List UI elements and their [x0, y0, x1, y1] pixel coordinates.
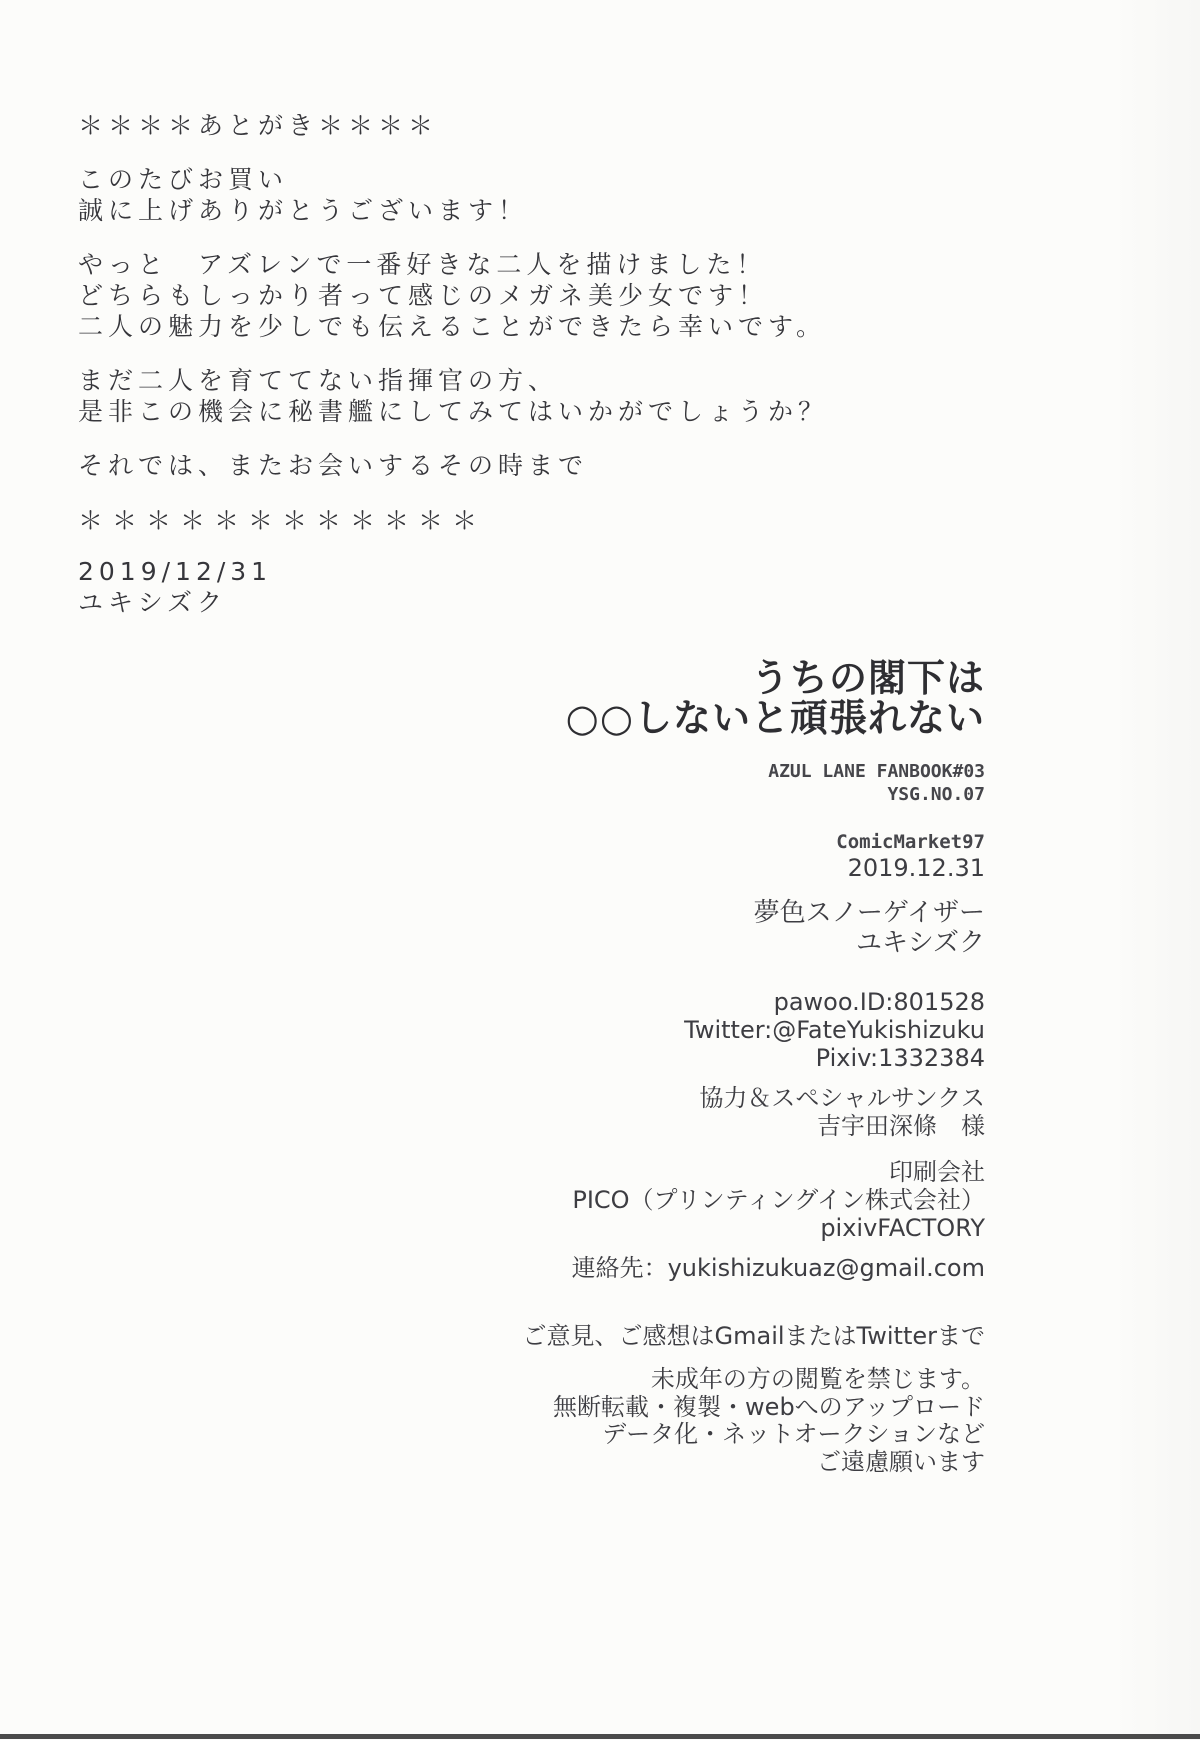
special-thanks	[225, 1084, 985, 1140]
book-title-line2: ○○しないと頑張れない	[565, 696, 985, 740]
contact-email-block	[225, 1254, 985, 1282]
book-title-line1: うちの閣下は	[750, 656, 985, 700]
afterword-text-line: 是非この機会に秘書艦にしてみてはいかがでしょうか？	[78, 397, 829, 426]
fanbook-series-info	[225, 760, 985, 806]
circle-info	[225, 898, 985, 958]
event-date: 2019.12.31	[847, 854, 985, 882]
legal-notice	[225, 1366, 985, 1476]
afterword-paragraph-recommend	[78, 365, 828, 427]
event-name: ComicMarket97	[836, 831, 985, 853]
contact-email: 連絡先：yukishizukuaz@gmail.com	[571, 1254, 985, 1282]
afterword-text-line: 二人の魅力を少しでも伝えることができたら幸いです。	[78, 312, 827, 341]
feedback-note: ご意見、ご感想はGmailまたはTwitterまで	[522, 1322, 985, 1350]
notice-please-refrain: ご遠慮願います	[817, 1447, 985, 1476]
afterword-text-line: どちらもしっかり者って感じのメガネ美少女です！	[78, 281, 769, 310]
afterword-paragraph-characters	[78, 249, 828, 342]
afterword-signature: ユキシズク	[78, 588, 228, 617]
printer-company-1: PICO（プリンティングイン株式会社）	[572, 1186, 985, 1214]
afterword-section	[78, 110, 828, 618]
twitter-handle: Twitter:@FateYukishizuku	[684, 1016, 985, 1044]
afterword-paragraph-thanks	[78, 164, 828, 226]
scan-shading	[1110, 0, 1200, 1740]
afterword-paragraph-farewell	[78, 450, 828, 481]
contact-ids	[225, 988, 985, 1072]
colophon-section	[225, 658, 985, 1476]
afterword-header: ＊＊＊＊あとがき＊＊＊＊	[78, 111, 439, 140]
pawoo-id: pawoo.ID:801528	[773, 988, 985, 1016]
afterword-text-line: それでは、またお会いするその時まで	[78, 451, 589, 480]
circle-name: 夢色スノーゲイザー	[753, 898, 985, 928]
afterword-text-line: やっと アズレンで一番好きな二人を描けました！	[78, 250, 767, 279]
book-title	[225, 658, 985, 738]
printer-label: 印刷会社	[889, 1158, 985, 1186]
afterword-text-line: このたびお買い	[78, 165, 289, 194]
fanbook-series-label: AZUL LANE FANBOOK#03	[768, 761, 985, 782]
notice-age-restriction: 未成年の方の閲覧を禁じます。	[650, 1365, 985, 1393]
printer-company-2: pixivFACTORY	[820, 1214, 985, 1242]
fanbook-series-number: YSG.NO.07	[887, 784, 985, 805]
scan-bottom-edge	[0, 1734, 1200, 1739]
event-info	[225, 830, 985, 882]
afterword-divider: ＊＊＊＊＊＊＊＊＊＊＊＊	[78, 506, 487, 535]
afterword-date: 2019/12/31	[78, 557, 273, 586]
author-name: ユキシズク	[856, 928, 985, 958]
afterword-text-line: まだ二人を育ててない指揮官の方、	[78, 366, 559, 395]
afterword-text-line: 誠に上げありがとうございます！	[78, 196, 529, 225]
notice-no-reproduction: 無断転載・複製・webへのアップロード	[553, 1392, 985, 1421]
notice-no-auction: データ化・ネットオークションなど	[602, 1420, 985, 1448]
printer-info	[225, 1158, 985, 1242]
special-thanks-label: 協力＆スペシャルサンクス	[699, 1084, 985, 1112]
pixiv-id: Pixiv:1332384	[815, 1044, 985, 1072]
feedback-note-block	[225, 1322, 985, 1350]
special-thanks-name: 吉宇田深條 様	[817, 1112, 985, 1140]
afterword-signoff	[78, 556, 828, 618]
